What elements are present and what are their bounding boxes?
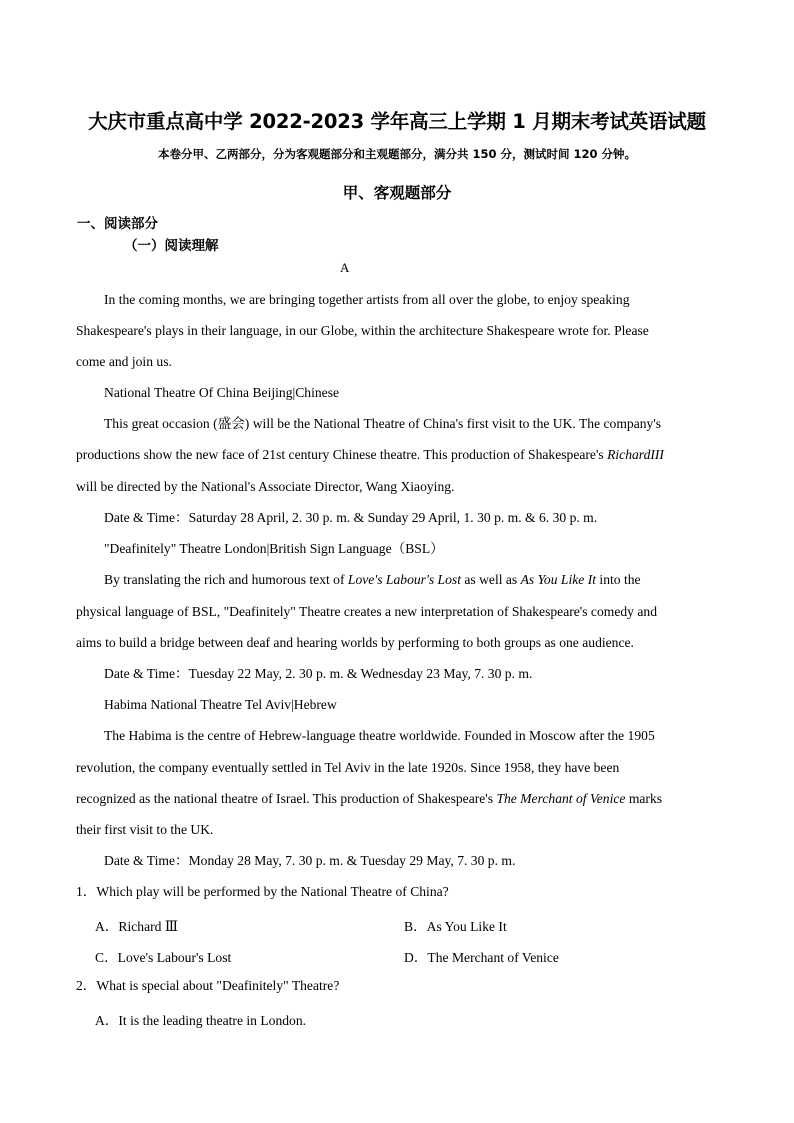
paragraph-line: aims to build a bridge between deaf and hearing worlds by performing to both groups as one audience. [76, 635, 634, 650]
paragraph-line: revolution, the company eventually settled in Tel Aviv in the late 1920s. Since 1958, they have been [76, 760, 620, 775]
theatre-heading: "Deafinitely" Theatre London|British Sign Language（BSL） [104, 541, 444, 556]
theatre-heading: National Theatre Of China Beijing|Chinese [104, 385, 340, 400]
subsection-heading: （一）阅读理解 [124, 238, 219, 254]
answer-option[interactable]: A．Richard Ⅲ [95, 919, 178, 934]
answer-option[interactable]: A．It is the leading theatre in London. [95, 1013, 307, 1028]
theatre-heading: Habima National Theatre Tel Aviv|Hebrew [104, 697, 337, 712]
intro-line: come and join us. [76, 354, 172, 369]
question-stem: 2．What is special about "Deafinitely" Theatre? [76, 978, 340, 993]
paragraph-line: will be directed by the National's Associate Director, Wang Xiaoying. [76, 479, 455, 494]
date-time-line: Date & Time：Monday 28 May, 7. 30 p. m. & Tuesday 29 May, 7. 30 p. m. [104, 853, 516, 868]
intro-line: In the coming months, we are bringing together artists from all over the globe, to enjoy speaking [104, 292, 630, 307]
paragraph-line: By translating the rich and humorous text of Love's Labour's Lost as well as As You Like It into the [104, 572, 641, 587]
part-heading: 甲、客观题部分 [342, 184, 452, 202]
section-heading: 一、阅读部分 [77, 216, 158, 232]
paragraph-line: The Habima is the centre of Hebrew-language theatre worldwide. Founded in Moscow after the 1905 [104, 728, 655, 743]
paragraph-line: physical language of BSL, "Deafinitely" Theatre creates a new interpretation of Shakespeare's comedy and [76, 604, 657, 619]
paragraph-line: their first visit to the UK. [76, 822, 214, 837]
answer-option[interactable]: C．Love's Labour's Lost [95, 950, 232, 965]
date-time-line: Date & Time：Saturday 28 April, 2. 30 p. m. & Sunday 29 April, 1. 30 p. m. & 6. 30 p. m. [104, 510, 598, 525]
exam-instructions: 本卷分甲、乙两部分，分为客观题部分和主观题部分，满分共 150 分，测试时间 120 分钟。 [157, 147, 637, 161]
passage-label: A [340, 260, 350, 275]
play-title: The Merchant of Venice [496, 791, 626, 806]
date-time-line: Date & Time：Tuesday 22 May, 2. 30 p. m. & Wednesday 23 May, 7. 30 p. m. [104, 666, 533, 681]
answer-option[interactable]: B．As You Like It [404, 919, 507, 934]
answer-option[interactable]: D．The Merchant of Venice [404, 950, 559, 965]
intro-line: Shakespeare's plays in their language, in our Globe, within the architecture Shakespeare wrote for. Please [76, 323, 649, 338]
play-title: RichardIII [607, 447, 664, 462]
paragraph-line: recognized as the national theatre of Israel. This production of Shakespeare's The Merchant of Venice marks [76, 791, 663, 806]
paragraph-line: productions show the new face of 21st century Chinese theatre. This production of Shakespeare's RichardIII [76, 447, 664, 462]
play-title: As You Like It [520, 572, 597, 587]
paragraph-line: This great occasion (盛会) will be the National Theatre of China's first visit to the UK. The company's [104, 416, 662, 431]
question-stem: 1．Which play will be performed by the National Theatre of China? [76, 884, 449, 899]
exam-title: 大庆市重点高中学 2022-2023 学年高三上学期 1 月期末考试英语试题 [88, 110, 706, 133]
play-title: Love's Labour's Lost [347, 572, 461, 587]
